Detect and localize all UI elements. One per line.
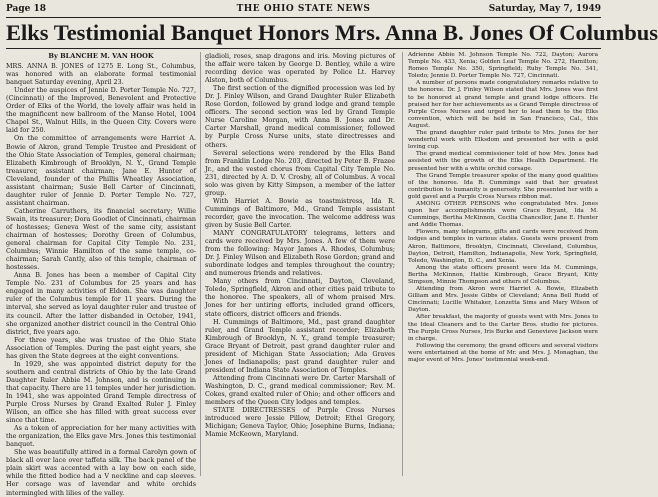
article-headline: Elks Testimonial Banquet Honors Mrs. Anna B. Jones Of Columbus bbox=[6, 20, 658, 45]
newspaper-name: THE OHIO STATE NEWS bbox=[236, 4, 371, 14]
paragraph: A number of persons made congratulatory remarks relative to the honoree. Dr. J. Finley Wilson stated that Mrs. Jones was first to be honored at grand temple and grand lodge officers. He praised her for her achievements as a Grand Temple directress of Purple Cross Nurses and urged her to lead them to the Elks convention, which will be held in San Francisco, Cal., this August. bbox=[408, 80, 599, 129]
masthead bbox=[6, 4, 601, 18]
paragraph: Catherine Carruthers, its financial secretary; Willie Swain, its treasurer; Dora Goodlet of Cincinnati, chairman of hostesses; Geneva West of the same city, assistant chairman of hostesses; Dorothy Green of Columbus, general chairman for Capital City Temple No. 231, Columbus; Winnie Hamilton of the same temple, co-chairman; Sarah Cantly, also of this temple, chairman of hostesses. bbox=[6, 206, 196, 272]
paragraph: Among the state officers present were Ida M. Cummings, Bertha McKinnon, Hattie Kimbrough, Grace Bryant, Kitty Simpson, Minnie Thompson and others of Columbus. bbox=[408, 264, 598, 285]
paragraph: Under the auspices of Jennie D. Porter Temple No. 727, (Cincinnati) of the Improved, Benevolent and Protective Order of Elks of the World, the lovely affair was held in the magnificent new ballroom of the Manse Hotel, 1004 Chapel St., Walnut Hills, in the Queen City. Covers were laid for 250. bbox=[6, 86, 196, 135]
paragraph: Attending from Cincinnati were Dr. Carter Marshall of Washington, D. C., grand medical commissioner; Rev. M. Cokes, grand exalted ruler of Ohio; and other officers and members of the Queen City lodges and temples. bbox=[205, 373, 395, 407]
paragraph: With Harriet A. Bowie as toastmistress, Ida R. Cummings of Baltimore, Md., Grand Temple assistant recorder, gave the invocation. The welcome address was given by Susie Bell Carter. bbox=[205, 196, 395, 229]
issue-date: Saturday, May 7, 1949 bbox=[488, 4, 601, 14]
article-column-3 bbox=[408, 52, 598, 476]
paragraph: The grand daughter ruler paid tribute to Mrs. Jones for her wonderful work with Elksdom and presented her with a gold loving cup. bbox=[408, 130, 598, 151]
paragraph: gladioli, roses, snap dragons and iris. Moving pictures of the affair were taken by George D. Bentley, while a wire recording device was operated by Police Lt. Harvey Alston, both of Columbus. bbox=[205, 52, 395, 85]
headline-rule bbox=[6, 48, 601, 49]
paragraph: Adrienne Abbie M. Johnson Temple No. 722, Dayton; Aurora Temple No. 433, Xenia; Golden Leaf Temple No. 272, Hamilton; Romeo Temple No. 350, Springfield; Ruby Temple No. 341, Toledo; Jennie D. Porter Temple No. 727, Cincinnati. bbox=[408, 52, 598, 80]
article-column-1 bbox=[6, 52, 196, 497]
paragraph: AMONG OTHER PERSONS who congratulated Mrs. Jones upon her accomplishments were Grace Bryant, Ida M. Cummings, Bertha McKinnon, Cecilia Chancellor, Jane E. Hunter and Addie Thomas. bbox=[408, 200, 598, 229]
paragraph: The first section of the dignified procession was led by Dr. J. Finley Wilson, and Grand Daughter Ruler Elizabeth Rose Gordon, followed by grand lodge and grand temple officers. The second section was led by Grand Temple Nurse Caroline Morgan, with Anna B. Jones and Dr. Carter Marshall, grand medical commissioner, followed by Purple Cross Nurse units, state directresses and others. bbox=[205, 84, 395, 149]
paragraph: MRS. ANNA B. JONES of 1275 E. Long St., Columbus, was honored with an elaborate formal testimonial banquet Saturday evening, April 23. bbox=[6, 62, 196, 87]
paragraph: Following the ceremony, the grand officers and several visitors were entertained at the home of Mr. and Mrs. J. Monaghan, the major event of Mrs. Jones' testimonial week-end. bbox=[408, 342, 598, 364]
paragraph: In 1929, she was appointed district deputy for the southern and central districts of Ohio by the late Grand Daughter Ruler Abbie M. Johnson, and is continuing in that capacity. There are 11 temples under her jurisdiction. In 1941, she was appointed Grand Temple directress of Purple Cross Nurses by Grand Exalted Ruler J. Finley Wilson, an office she has filled with great success ever since that time. bbox=[6, 359, 196, 425]
paragraph: MANY CONGRATULATORY telegrams, letters and cards were received by Mrs. Jones. A few of them were from the following: Mayor James A. Rhodes, Columbus; Dr. J. Finley Wilson and Elizabeth Rose Gordon; grand and subordinate lodges and temples throughout the country; and numerous friends and relatives. bbox=[205, 229, 395, 278]
masthead-rule bbox=[6, 17, 601, 18]
paragraph: Attending from Akron were Harriet A. Bowie, Elizabeth Gilliam and Mrs. Jessie Gibbs of Cleveland; Anna Bell Rudd of Cincinnati; Lucille Whitaker, Lonzetta Sims and Mary Wilson of Dayton. bbox=[408, 286, 598, 314]
paragraph: Several selections were rendered by the Elks Band from Franklin Lodge No. 203, directed by Peter B. Frazee Jr., and the vested chorus from Capital City Temple No. 231, directed by A. D. V. Crosby, all of Columbus. A vocal solo was given by Kitty Simpson, a member of the latter group. bbox=[205, 148, 395, 197]
paragraph: After breakfast, the majority of guests went with Mrs. Jones to the Ideal Cleaners and to the Carter Bros. studio for pictures. The Purple Cross Nurses, Iris Burke and Genevieve Jackson were in charge. bbox=[408, 314, 598, 342]
paragraph: Anna B. Jones has been a member of Capital City Temple No. 231 of Columbus for 25 years and has engaged in many activities of Eldom. She was daughter ruler of the Columbus temple for 11 years. During the interval, she served as loyal daughter ruler and trustee of its council. After the latter disbanded in October, 1941, she organized another district council in the Central Ohio district, five years ago. bbox=[6, 271, 196, 336]
column-divider bbox=[402, 52, 403, 476]
article-column-2 bbox=[205, 52, 395, 476]
paragraph: As a token of appreciation for her many activities with the organization, the Elks gave Mrs. Jones this testimonial banquet. bbox=[6, 424, 196, 449]
paragraph: The grand medical commissioner told of how Mrs. Jones had assisted with the growth of the Elks Health Department. He presented her with a white orchid corsage. bbox=[408, 151, 598, 172]
byline: By BLANCHE M. VAN HOOK bbox=[48, 52, 154, 60]
page-number: Page 18 bbox=[6, 4, 47, 14]
column-divider bbox=[200, 52, 201, 476]
paragraph: H. Cummings of Baltimore, Md., past grand daughter ruler, and Grand Temple assistant recorder; Elizabeth Kimbrough of Brooklyn, N. Y., grand temple treasurer; Grace Bryant of Detroit, past grand daughter ruler and president of Michigan State Association; Ada Graves Jones of Indianapolis; past grand daughter ruler and president of Indiana State Association of Temples. bbox=[205, 317, 395, 374]
paragraph: On the committee of arrangements were Harriet A. Bowie of Akron, grand Temple Trustee and President of the Ohio State Association of Temples, general chairman; Elizabeth Kimbrough of Brooklyn, N. Y., Grand Temple treasurer, assistant chairman; Jane E. Hunter of Cleveland, founder of the Phillis Wheatley Association, assistant chairman; Susie Bell Carter of Cincinnati, daughter ruler of Jennie D. Porter Temple No. 727, assistant chairman. bbox=[6, 134, 196, 207]
paragraph: She was beautifully attired in a formal Carolyn gown of black all over lace over taffeta silk. The back panel of the plain skirt was accented with a lay bow on each side, while the fitted bodice had a V neckline and cap sleeves. Her corsage was of lavendar and white orchids intermingled with lilies of the valley. bbox=[6, 448, 196, 497]
paragraph: Many others from Cincinnati, Dayton, Cleveland, Toledo, Springfield, Akron and other cities paid tribute to the honoree. The speakers, all of whom praised Mrs. Jones for her untiring efforts, included grand officers, state officers, district officers and friends. bbox=[205, 277, 395, 318]
paragraph: Flowers, many telegrams, gifts and cards were received from lodges and temples in various states. Guests were present from Akron, Baltimore, Brooklyn, Cincinnati, Cleveland, Columbus, Dayton, Detroit, Hamilton, Indianapolis, New York, Springfield, Toledo, Washington, D. C., and Xenia. bbox=[408, 229, 598, 264]
paragraph: For three years, she was trustee of the Ohio State Association of Temples. During the past eight years, she has given the State degrees at the eight conventions. bbox=[6, 335, 196, 360]
paragraph: The Grand Temple treasurer spoke of the many good qualities of the honoree. Ida R. Cummings said that her greatest contribution to humanity is generosity. She presented her with a gold gavel and a Purple Cross Nurses ribbon mat. bbox=[408, 172, 598, 200]
paragraph: STATE DIRECTRESSES of Purple Cross Nurses introduced were Jessie Pillow, Detroit; Ethel Gregory, Michigan; Geneva Taylor, Ohio; Josephine Burns, Indiana; Mamie McKeown, Maryland. bbox=[205, 406, 395, 439]
